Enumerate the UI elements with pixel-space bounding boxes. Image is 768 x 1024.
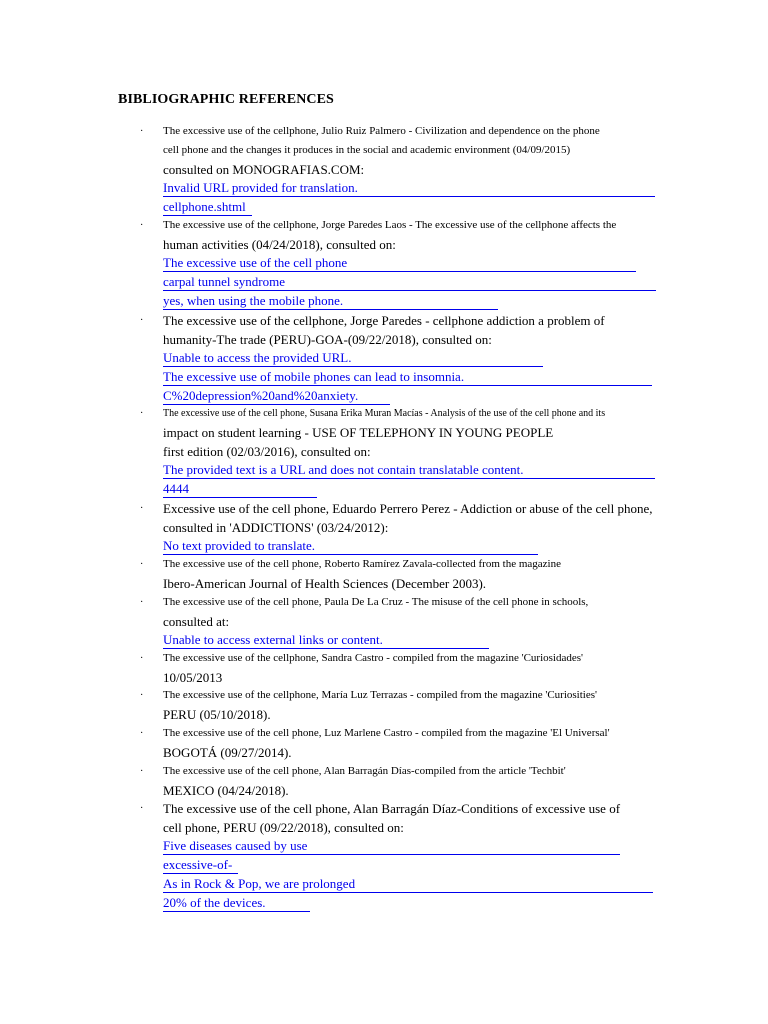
reference-detail: first edition (02/03/2016), consulted on: [163, 444, 371, 459]
reference-link[interactable]: 20% of the devices. [163, 894, 310, 912]
reference-link[interactable]: The excessive use of the cell phone [163, 254, 636, 272]
bullet-marker: · [140, 690, 144, 701]
reference-link[interactable]: yes, when using the mobile phone. [163, 292, 498, 310]
bullet-marker: · [140, 653, 144, 664]
bullet-marker: · [140, 559, 144, 570]
bullet-marker: · [140, 220, 144, 231]
reference-link[interactable]: 4444 [163, 480, 317, 498]
reference-title: The excessive use of the cell phone, Paula De La Cruz - The misuse of the cell phone in schools, [163, 596, 589, 608]
reference-detail: impact on student learning - USE OF TELEPHONY IN YOUNG PEOPLE [163, 425, 554, 440]
reference-detail: PERU (05/10/2018). [163, 707, 271, 722]
reference-detail: MEXICO (04/24/2018). [163, 783, 289, 798]
reference-title: The excessive use of the cellphone, Jorge Paredes - cellphone addiction a problem of [163, 313, 605, 328]
reference-detail: cell phone and the changes it produces in the social and academic environment (04/09/2015) [163, 144, 571, 156]
reference-title: The excessive use of the cell phone, Alan Barragán Días-compiled from the article 'Techbit' [163, 765, 566, 777]
reference-link[interactable]: Five diseases caused by use [163, 837, 620, 855]
reference-detail: consulted in 'ADDICTIONS' (03/24/2012): [163, 520, 389, 535]
reference-detail: consulted at: [163, 614, 230, 629]
reference-title: Excessive use of the cell phone, Eduardo Perrero Perez - Addiction or abuse of the cell phone, [163, 501, 653, 516]
reference-link[interactable]: carpal tunnel syndrome [163, 273, 656, 291]
bullet-marker: · [140, 408, 144, 419]
bullet-marker: · [140, 503, 144, 514]
reference-link[interactable]: As in Rock & Pop, we are prolonged [163, 875, 653, 893]
reference-title: The excessive use of the cellphone, Jorge Paredes Laos - The excessive use of the cellphone affects the [163, 219, 617, 231]
reference-title: The excessive use of the cellphone, Julio Ruiz Palmero - Civilization and dependence on the phone [163, 125, 600, 137]
reference-link[interactable]: The excessive use of mobile phones can lead to insomnia. [163, 368, 652, 386]
reference-detail: Ibero-American Journal of Health Sciences (December 2003). [163, 576, 487, 591]
reference-link[interactable]: No text provided to translate. [163, 537, 538, 555]
reference-link[interactable]: Unable to access external links or content. [163, 631, 489, 649]
reference-title: The excessive use of the cellphone, María Luz Terrazas - compiled from the magazine 'Curiosities' [163, 689, 597, 701]
bullet-marker: · [140, 597, 144, 608]
reference-link[interactable]: Invalid URL provided for translation. [163, 179, 655, 197]
bullet-marker: · [140, 766, 144, 777]
reference-link[interactable]: Unable to access the provided URL. [163, 349, 543, 367]
reference-link[interactable]: cellphone.shtml [163, 198, 252, 216]
reference-detail: BOGOTÁ (09/27/2014). [163, 745, 292, 760]
bullet-marker: · [140, 803, 144, 814]
reference-title: The excessive use of the cell phone, Susana Erika Muran Macías - Analysis of the use of the cell phone and its [163, 408, 606, 419]
reference-detail: human activities (04/24/2018), consulted on: [163, 237, 396, 252]
reference-title: The excessive use of the cell phone, Roberto Ramírez Zavala-collected from the magazine [163, 558, 561, 570]
page-title: BIBLIOGRAPHIC REFERENCES [118, 92, 334, 107]
reference-detail: humanity-The trade (PERU)-GOA-(09/22/2018), consulted on: [163, 332, 492, 347]
reference-title: The excessive use of the cell phone, Alan Barragán Díaz-Conditions of excessive use of [163, 801, 621, 816]
reference-detail: cell phone, PERU (09/22/2018), consulted on: [163, 820, 404, 835]
reference-title: The excessive use of the cellphone, Sandra Castro - compiled from the magazine 'Curiosidades' [163, 652, 583, 664]
bullet-marker: · [140, 728, 144, 739]
reference-title: The excessive use of the cell phone, Luz Marlene Castro - compiled from the magazine 'El Universal' [163, 727, 610, 739]
reference-detail: consulted on MONOGRAFIAS.COM: [163, 162, 365, 177]
reference-link[interactable]: The provided text is a URL and does not contain translatable content. [163, 461, 655, 479]
bullet-marker: · [140, 315, 144, 326]
reference-link[interactable]: excessive-of- [163, 856, 238, 874]
reference-link[interactable]: C%20depression%20and%20anxiety. [163, 387, 390, 405]
reference-detail: 10/05/2013 [163, 670, 223, 685]
bullet-marker: · [140, 126, 144, 137]
